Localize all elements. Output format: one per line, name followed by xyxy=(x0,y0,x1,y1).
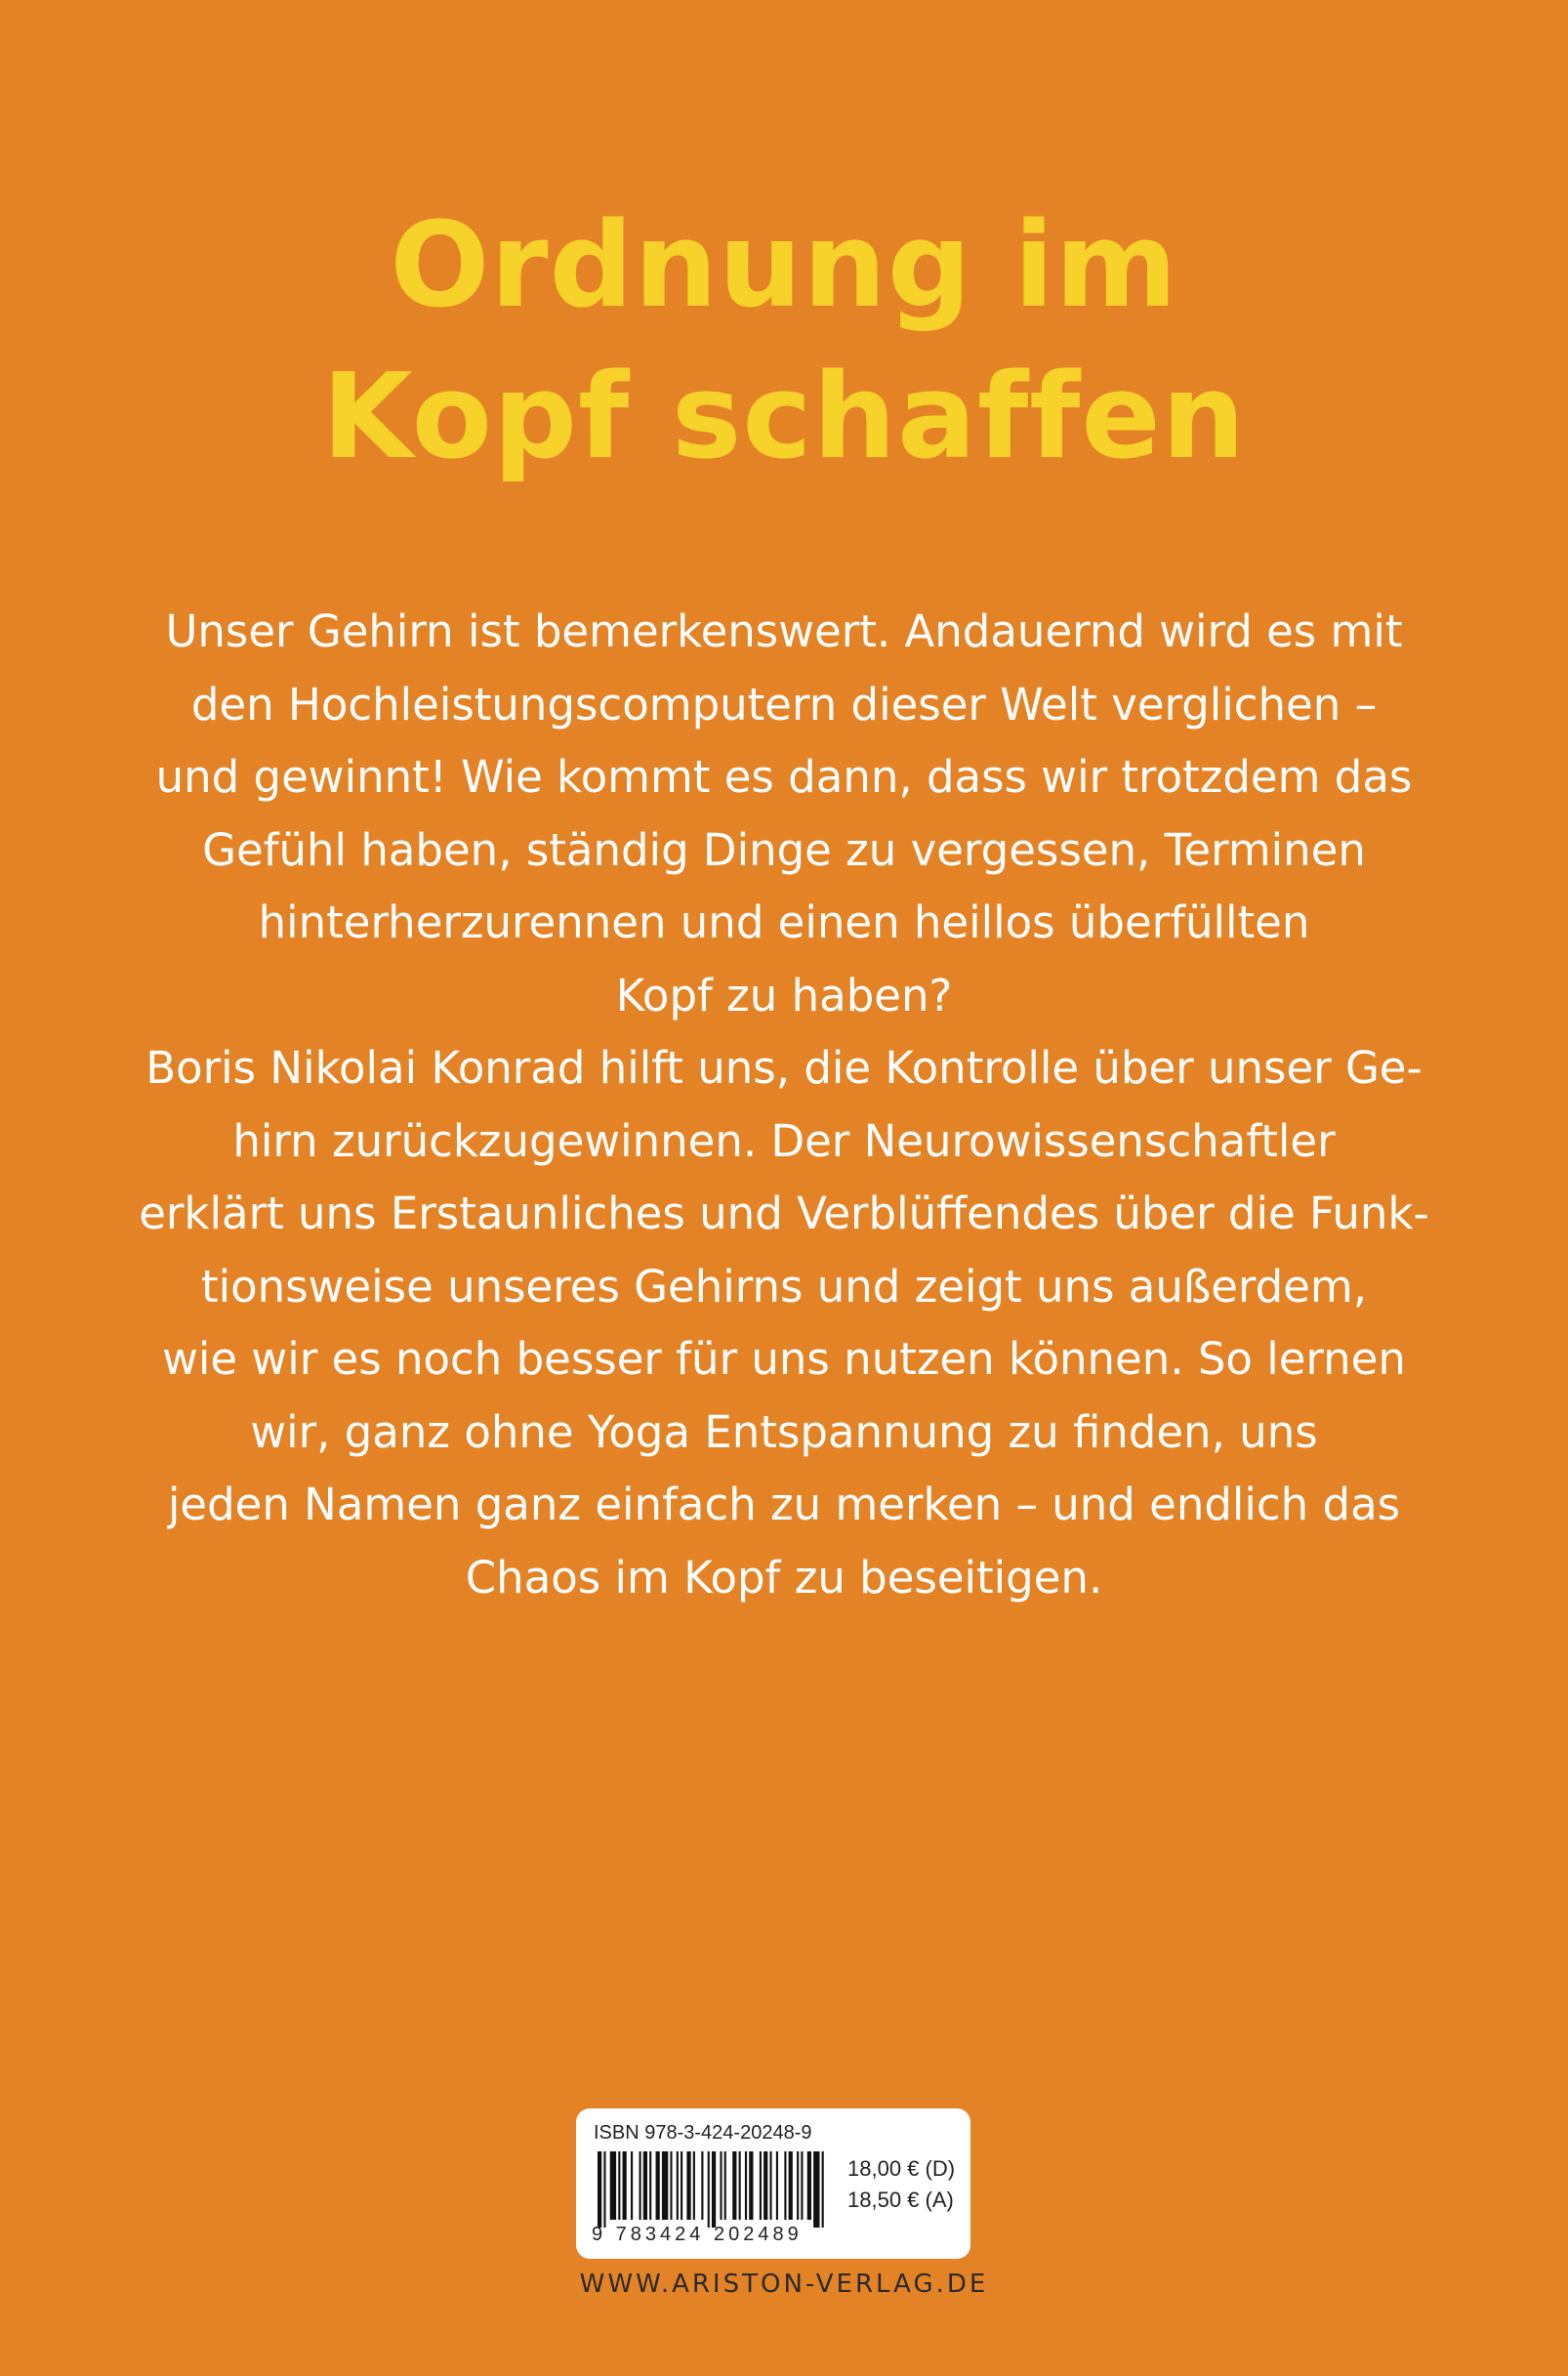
barcode-bar xyxy=(677,2151,679,2220)
blurb-line: Gefühl haben, ständig Dinge zu vergessen, Terminen xyxy=(202,823,1366,876)
barcode-bar xyxy=(712,2151,716,2228)
barcode-bar xyxy=(749,2151,753,2220)
barcode-bar xyxy=(701,2151,703,2220)
blurb-line: wir, ganz ohne Yoga Entspannung zu finden, uns xyxy=(250,1405,1318,1458)
blurb-line: und gewinnt! Wie kommt es dann, dass wir trotzdem das xyxy=(155,751,1413,803)
barcode-bar xyxy=(656,2151,660,2220)
barcode-bar xyxy=(598,2151,601,2228)
barcode-bar xyxy=(693,2151,695,2220)
barcode-bars-icon xyxy=(598,2151,828,2228)
barcode-bar xyxy=(732,2151,736,2220)
barcode-bar xyxy=(708,2151,710,2228)
barcode-bar xyxy=(686,2151,690,2220)
publisher-website: WWW.ARISTON-VERLAG.DE xyxy=(579,2270,989,2299)
barcode-bar xyxy=(649,2151,651,2220)
barcode-bar xyxy=(631,2151,633,2220)
barcode-bar xyxy=(769,2151,771,2220)
headline xyxy=(0,190,1568,493)
blurb-line: Boris Nikolai Konrad hilft uns, die Kontrolle über unser Ge- xyxy=(145,1042,1423,1094)
blurb-line: den Hochleistungscomputern dieser Welt verglichen – xyxy=(190,678,1378,730)
price-germany: 18,00 € (D) xyxy=(847,2156,956,2181)
blurb-text xyxy=(68,596,1500,1614)
headline-line-2: Kopf schaffen xyxy=(321,350,1247,485)
barcode-bar xyxy=(776,2151,778,2220)
barcode-bar xyxy=(623,2151,627,2220)
blurb-line: Kopf zu haben? xyxy=(615,969,953,1021)
barcode-label xyxy=(576,2108,970,2259)
barcode-bar xyxy=(801,2151,803,2220)
barcode-bar xyxy=(789,2151,793,2220)
barcode-bar xyxy=(784,2151,786,2220)
barcode-bar xyxy=(763,2151,767,2220)
barcode-bar xyxy=(662,2151,668,2220)
blurb-line: tionsweise unseres Gehirns und zeigt uns außerdem, xyxy=(201,1260,1367,1313)
barcode-bar xyxy=(797,2151,799,2220)
barcode-bar xyxy=(643,2151,647,2220)
barcode-bar xyxy=(670,2151,672,2220)
barcode-bar xyxy=(618,2151,620,2220)
barcode-bar xyxy=(822,2151,824,2228)
blurb-line: hinterherzurennen und einen heillos überfüllten xyxy=(258,896,1310,948)
blurb-line: Chaos im Kopf zu beseitigen. xyxy=(465,1551,1103,1604)
blurb-line: erklärt uns Erstaunliches und Verblüffendes über die Funk- xyxy=(139,1188,1429,1239)
blurb-line: Unser Gehirn ist bemerkenswert. Andauernd wird es mit xyxy=(165,605,1403,657)
price-block xyxy=(847,2153,955,2216)
barcode-bar xyxy=(603,2151,605,2228)
blurb-line: wie wir es noch besser für uns nutzen können. So lernen xyxy=(162,1333,1406,1385)
barcode-bar xyxy=(739,2151,741,2220)
barcode-bar xyxy=(807,2151,811,2220)
blurb-line: hirn zurückzugewinnen. Der Neurowissenschaftler xyxy=(232,1114,1336,1167)
barcode-bar xyxy=(760,2151,762,2220)
barcode-bar xyxy=(640,2151,641,2220)
barcode-bar xyxy=(745,2151,747,2220)
blurb-line: jeden Namen ganz einfach zu merken – und endlich das xyxy=(167,1479,1401,1530)
barcode-bar xyxy=(720,2151,722,2220)
barcode-digits: 9 783424 202489 xyxy=(592,2224,803,2245)
barcode-bar xyxy=(813,2151,819,2228)
price-austria: 18,50 € (A) xyxy=(847,2188,954,2212)
barcode-bar xyxy=(724,2151,726,2220)
isbn-text: ISBN 978-3-424-20248-9 xyxy=(594,2122,812,2144)
barcode-bar xyxy=(681,2151,682,2220)
headline-line-1: Ordnung im xyxy=(390,198,1178,334)
barcode-bar xyxy=(610,2151,616,2220)
